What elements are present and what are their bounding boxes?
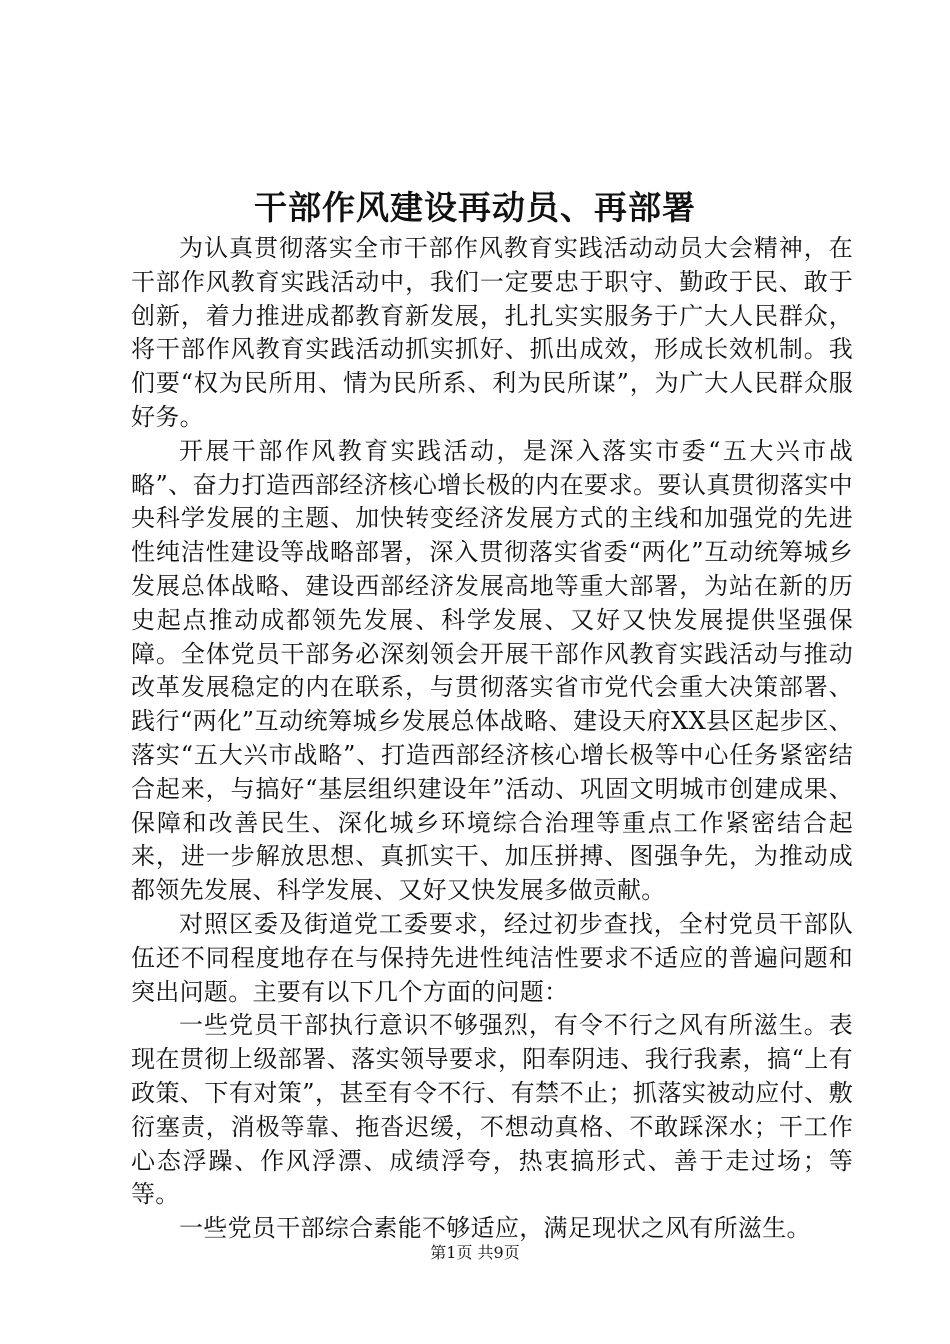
document-body	[131, 232, 853, 1246]
paragraph-5: 一些党员干部综合素能不够适应，满足现状之风有所滋生。	[179, 1214, 811, 1243]
paragraph-3: 对照区委及街道党工委要求，经过初步查找，全村党员干部队伍还不同程度地存在与保持先进性纯洁性要求不适应的普遍问题和突出问题。主要有以下几个方面的问题：	[131, 909, 853, 1006]
paragraph-4: 一些党员干部执行意识不够强烈，有令不行之风有所滋生。表现在贯彻上级部署、落实领导要求，阳奉阴违、我行我素，搞“上有政策、下有对策”，甚至有令不行、有禁不止；抓落实被动应付、敷衍塞责，消极等靠、拖沓迟缓，不想动真格、不敢踩深水；干工作心态浮躁、作风浮漂、成绩浮夸，热衷搞形式、善于走过场；等等。	[131, 1011, 853, 1209]
page-indicator: 第1页 共9页	[430, 1243, 520, 1262]
paragraph-1: 为认真贯彻落实全市干部作风教育实践活动动员大会精神，在干部作风教育实践活动中，我们一定要忠于职守、勤政于民、敢于创新，着力推进成都教育新发展，扎扎实实服务于广大人民群众，将干部作风教育实践活动抓实抓好、抓出成效，形成长效机制。我们要“权为民所用、情为民所系、利为民所谋”，为广大人民群众服好务。	[131, 234, 853, 431]
paragraph-2: 开展干部作风教育实践活动，是深入落实市委“五大兴市战略”、奋力打造西部经济核心增长极的内在要求。要认真贯彻落实中央科学发展的主题、加快转变经济发展方式的主线和加强党的先进性纯洁性建设等战略部署，深入贯彻落实省委“两化”互动统筹城乡发展总体战略、建设西部经济发展高地等重大部署，为站在新的历史起点推动成都领先发展、科学发展、又好又快发展提供坚强保障。全体党员干部务必深刻领会开展干部作风教育实践活动与推动改革发展稳定的内在联系，与贯彻落实省市党代会重大决策部署、践行“两化”互动统筹城乡发展总体战略、建设天府XX县区起步区、落实“五大兴市战略”、打造西部经济核心增长极等中心任务紧密结合起来，与搞好“基层组织建设年”活动、巩固文明城市创建成果、保障和改善民生、深化城乡环境综合治理等重点工作紧密结合起来，进一步解放思想、真抓实干、加压拼搏、图强争先，为推动成都领先发展、科学发展、又好又快发展多做贡献。	[131, 436, 853, 905]
document-title: 干部作风建设再动员、再部署	[254, 188, 696, 227]
page-footer	[0, 1243, 950, 1263]
